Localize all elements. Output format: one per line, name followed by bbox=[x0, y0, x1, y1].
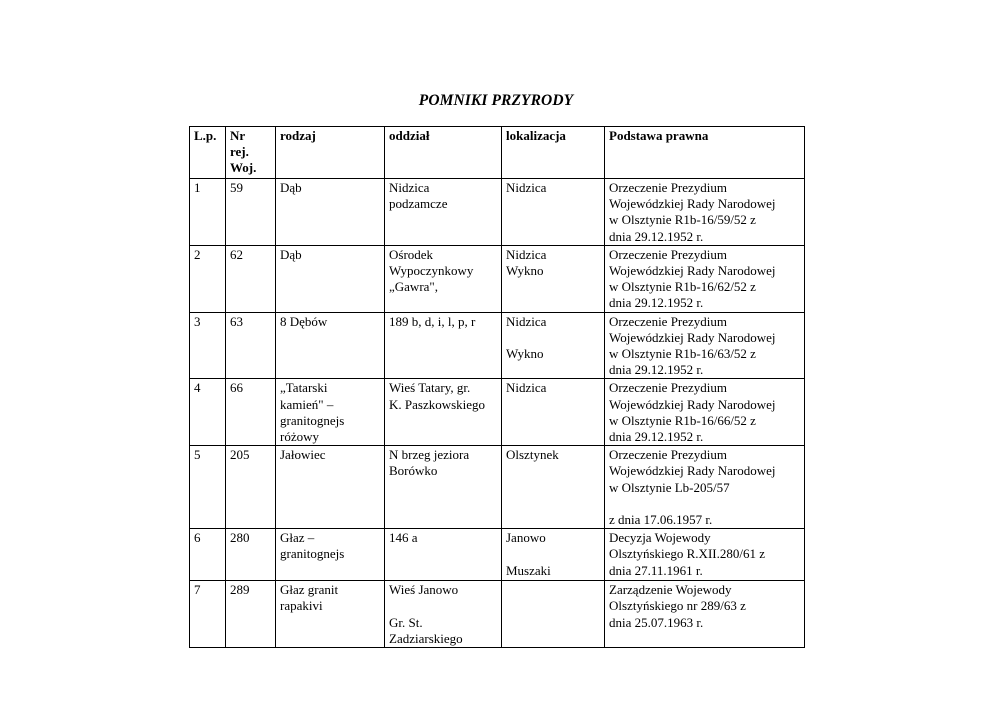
cell-line: Wieś Janowo bbox=[389, 582, 459, 598]
cell-rodzaj bbox=[276, 446, 385, 529]
cell-line: Głaz granit bbox=[280, 582, 339, 598]
cell-line: rapakivi bbox=[280, 598, 323, 614]
blank-line bbox=[506, 546, 600, 562]
monuments-table bbox=[189, 126, 805, 648]
cell-oddzial bbox=[385, 379, 502, 446]
cell-line: Wojewódzkiej Rady Narodowej bbox=[609, 329, 776, 345]
header-oddzial: oddział bbox=[385, 127, 502, 179]
cell-line: Orzeczenie Prezydium bbox=[609, 180, 728, 195]
cell-line: Wypoczynkowy bbox=[389, 263, 474, 279]
cell-lp: 5 bbox=[190, 446, 226, 529]
cell-lokalizacja bbox=[502, 179, 605, 246]
cell-line: „Tatarski bbox=[280, 380, 328, 396]
cell-line: granitognejs bbox=[280, 546, 345, 562]
cell-line: granitognejs bbox=[280, 412, 345, 428]
cell-nr: 289 bbox=[226, 581, 276, 648]
cell-line: dnia 29.12.1952 r. bbox=[609, 429, 704, 445]
cell-nr: 62 bbox=[226, 245, 276, 312]
cell-nr: 59 bbox=[226, 179, 276, 246]
cell-nr: 66 bbox=[226, 379, 276, 446]
cell-line: „Gawra", bbox=[389, 279, 438, 295]
cell-line: w Olsztynie R1b-16/62/52 z bbox=[609, 279, 756, 295]
cell-lokalizacja bbox=[502, 245, 605, 312]
cell-oddzial bbox=[385, 312, 502, 379]
cell-line: Orzeczenie Prezydium bbox=[609, 313, 728, 329]
header-nr bbox=[226, 127, 276, 179]
table-row bbox=[190, 245, 805, 312]
cell-line: Głaz – bbox=[280, 530, 315, 546]
cell-rodzaj bbox=[276, 581, 385, 648]
cell-oddzial bbox=[385, 179, 502, 246]
cell-lp: 7 bbox=[190, 581, 226, 648]
cell-line: Muszaki bbox=[506, 562, 551, 578]
cell-podstawa bbox=[605, 179, 805, 246]
cell-rodzaj bbox=[276, 312, 385, 379]
header-nr-line: Nr bbox=[230, 128, 246, 143]
header-nr-line: rej. bbox=[230, 144, 249, 160]
cell-line: dnia 29.12.1952 r. bbox=[609, 362, 704, 378]
cell-podstawa bbox=[605, 529, 805, 581]
cell-line: Orzeczenie Prezydium bbox=[609, 380, 728, 396]
cell-podstawa bbox=[605, 312, 805, 379]
cell-line: Orzeczenie Prezydium bbox=[609, 246, 728, 262]
cell-lokalizacja bbox=[502, 529, 605, 581]
cell-podstawa bbox=[605, 379, 805, 446]
cell-line: w Olsztynie R1b-16/63/52 z bbox=[609, 346, 756, 362]
cell-line: dnia 27.11.1961 r. bbox=[609, 562, 703, 578]
cell-nr: 205 bbox=[226, 446, 276, 529]
cell-lp: 1 bbox=[190, 179, 226, 246]
cell-line: Zadziarskiego bbox=[389, 630, 463, 646]
cell-line: Jałowiec bbox=[280, 447, 326, 463]
cell-line: Nidzica bbox=[506, 313, 547, 329]
cell-lp: 3 bbox=[190, 312, 226, 379]
cell-line: w Olsztynie R1b-16/59/52 z bbox=[609, 212, 756, 228]
cell-rodzaj bbox=[276, 529, 385, 581]
cell-lokalizacja bbox=[502, 581, 605, 648]
cell-line: Orzeczenie Prezydium bbox=[609, 447, 728, 463]
cell-line: Nidzica bbox=[389, 180, 430, 195]
cell-line: Wojewódzkiej Rady Narodowej bbox=[609, 196, 776, 212]
cell-line: Dąb bbox=[280, 180, 302, 195]
header-podstawa: Podstawa prawna bbox=[605, 127, 805, 179]
cell-line: Wojewódzkiej Rady Narodowej bbox=[609, 263, 776, 279]
cell-oddzial bbox=[385, 446, 502, 529]
cell-line: Dąb bbox=[280, 246, 302, 262]
cell-line: kamień" – bbox=[280, 396, 334, 412]
blank-line bbox=[609, 496, 800, 512]
cell-line: 146 a bbox=[389, 530, 418, 546]
cell-line: Nidzica bbox=[506, 246, 547, 262]
cell-podstawa bbox=[605, 446, 805, 529]
table-row bbox=[190, 529, 805, 581]
cell-line: Wykno bbox=[506, 346, 544, 362]
cell-line: podzamcze bbox=[389, 196, 448, 212]
cell-line: Wojewódzkiej Rady Narodowej bbox=[609, 463, 776, 479]
cell-line: Wojewódzkiej Rady Narodowej bbox=[609, 396, 776, 412]
cell-nr: 280 bbox=[226, 529, 276, 581]
cell-line: Ośrodek bbox=[389, 246, 434, 262]
cell-lp: 6 bbox=[190, 529, 226, 581]
cell-oddzial bbox=[385, 581, 502, 648]
cell-line: N brzeg jeziora bbox=[389, 447, 470, 463]
cell-line: Decyzja Wojewody bbox=[609, 530, 711, 546]
cell-line: K. Paszkowskiego bbox=[389, 396, 486, 412]
cell-lp: 4 bbox=[190, 379, 226, 446]
cell-line: 189 b, d, i, l, p, r bbox=[389, 313, 476, 329]
cell-oddzial bbox=[385, 529, 502, 581]
table-row bbox=[190, 379, 805, 446]
cell-line: 8 Dębów bbox=[280, 313, 328, 329]
cell-line: różowy bbox=[280, 429, 319, 445]
table-row bbox=[190, 581, 805, 648]
cell-line: w Olsztynie R1b-16/66/52 z bbox=[609, 412, 756, 428]
cell-rodzaj bbox=[276, 245, 385, 312]
cell-line: Wieś Tatary, gr. bbox=[389, 380, 471, 396]
cell-podstawa bbox=[605, 245, 805, 312]
cell-line: Olsztynek bbox=[506, 447, 559, 463]
cell-line: Janowo bbox=[506, 530, 546, 546]
table-header-row bbox=[190, 127, 805, 179]
table-row bbox=[190, 446, 805, 529]
cell-line: dnia 25.07.1963 r. bbox=[609, 614, 704, 630]
cell-rodzaj bbox=[276, 379, 385, 446]
header-lp: L.p. bbox=[190, 127, 226, 179]
cell-line: dnia 29.12.1952 r. bbox=[609, 228, 704, 244]
cell-line: Nidzica bbox=[506, 180, 547, 195]
cell-line: Zarządzenie Wojewody bbox=[609, 582, 732, 598]
cell-rodzaj bbox=[276, 179, 385, 246]
cell-lokalizacja bbox=[502, 446, 605, 529]
cell-oddzial bbox=[385, 245, 502, 312]
table-row bbox=[190, 312, 805, 379]
cell-line: Wykno bbox=[506, 263, 544, 279]
cell-line: z dnia 17.06.1957 r. bbox=[609, 512, 713, 528]
blank-line bbox=[389, 598, 497, 614]
page-title: POMNIKI PRZYRODY bbox=[418, 92, 574, 109]
cell-line: Borówko bbox=[389, 463, 438, 479]
cell-line: Nidzica bbox=[506, 380, 547, 396]
cell-line: Olsztyńskiego nr 289/63 z bbox=[609, 598, 746, 614]
cell-lokalizacja bbox=[502, 379, 605, 446]
cell-podstawa bbox=[605, 581, 805, 648]
header-rodzaj: rodzaj bbox=[276, 127, 385, 179]
cell-line: w Olsztynie Lb-205/57 bbox=[609, 479, 730, 495]
table-row bbox=[190, 179, 805, 246]
blank-line bbox=[506, 330, 600, 346]
cell-line: Olsztyńskiego R.XII.280/61 z bbox=[609, 546, 765, 562]
header-lokalizacja: lokalizacja bbox=[502, 127, 605, 179]
cell-line: Gr. St. bbox=[389, 614, 423, 630]
header-nr-line: Woj. bbox=[230, 160, 257, 176]
cell-lp: 2 bbox=[190, 245, 226, 312]
cell-nr: 63 bbox=[226, 312, 276, 379]
cell-line: dnia 29.12.1952 r. bbox=[609, 295, 704, 311]
cell-lokalizacja bbox=[502, 312, 605, 379]
